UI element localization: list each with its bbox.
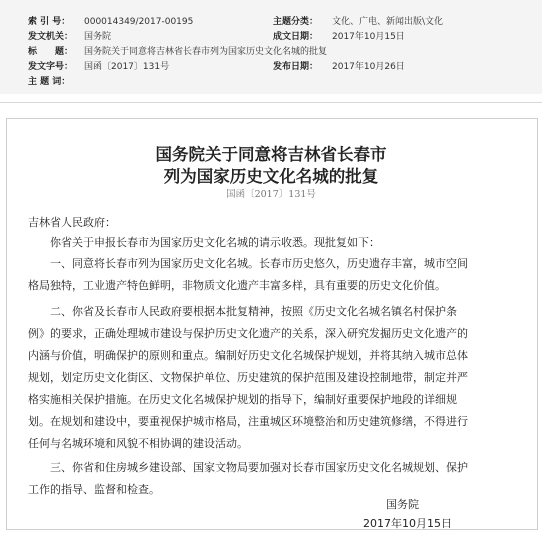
section-divider <box>0 102 542 103</box>
issuer-value: 国务院 <box>84 32 112 42</box>
created-date-value: 2017年10月15日 <box>332 32 405 42</box>
body-line-2: 一、同意将长春市列为国家历史文化名城。长春市历史悠久，历史遗存丰富，城市空间 <box>50 257 468 270</box>
body-line-12: 工作的指导、监督和检查。 <box>28 483 160 496</box>
index-label: 索 引 号： <box>28 17 71 27</box>
topic-label: 主题分类： <box>273 17 319 27</box>
doc-number: 国函〔2017〕131号 <box>226 189 316 200</box>
metadata-row-keywords <box>0 75 542 89</box>
docno-label: 发文字号： <box>28 62 74 72</box>
body-line-7: 规划，划定历史文化街区、文物保护单位、历史建筑的保护范围及建设控制地带，制定并严 <box>28 371 468 384</box>
body-line-3: 格局独特，工业遗产特色鲜明，非物质文化遗产丰富多样，具有重要的历史文化价值。 <box>28 279 446 292</box>
metadata-row-issuer <box>0 30 542 44</box>
created-date-label: 成文日期： <box>273 32 319 42</box>
topic-value: 文化、广电、新闻出版\文化 <box>332 17 444 27</box>
body-line-11: 三、你省和住房城乡建设部、国家文物局要加强对长春市国家历史文化名城规划、保护 <box>50 461 468 474</box>
sign-date: 2017年10月15日 <box>363 517 452 530</box>
signature: 国务院 <box>386 498 419 511</box>
salutation: 吉林省人民政府： <box>28 216 116 229</box>
body-line-9: 划。在规划和建设中，要重视保护城市格局，注重城区环境整治和历史建筑修缮，不得进行 <box>28 415 468 428</box>
title-value: 国务院关于同意将吉林省长春市列为国家历史文化名城的批复 <box>84 47 328 57</box>
index-value: 000014349/2017-00195 <box>84 17 194 27</box>
published-date-value: 2017年10月26日 <box>332 62 405 72</box>
title-label: 标 题： <box>28 47 74 57</box>
metadata-row-docno <box>0 60 542 74</box>
metadata-row-title <box>0 45 542 59</box>
issuer-label: 发文机关： <box>28 32 74 42</box>
doc-title-line-1: 国务院关于同意将吉林省长春市 <box>155 145 387 164</box>
body-line-5: 例》的要求，正确处理城市建设与保护历史文化遗产的关系，深入研究发掘历史文化遗产的 <box>28 327 468 340</box>
body-line-4: 二、你省及长春市人民政府要根据本批复精神，按照《历史文化名城名镇名村保护条 <box>50 305 457 318</box>
published-date-label: 发布日期： <box>273 62 319 72</box>
docno-value: 国函〔2017〕131号 <box>84 62 170 72</box>
document-metadata-panel <box>0 0 542 94</box>
body-line-1: 你省关于申报长春市为国家历史文化名城的请示收悉。现批复如下： <box>50 236 380 249</box>
body-line-10: 任何与名城环境和风貌不相协调的建设活动。 <box>28 437 248 450</box>
metadata-row-index <box>0 15 542 29</box>
doc-title-line-2: 列为国家历史文化名城的批复 <box>163 167 379 186</box>
body-line-8: 格实施相关保护措施。在历史文化名城保护规划的指导下，编制好重要保护地段的详细规 <box>28 393 457 406</box>
keywords-label: 主 题 词： <box>28 77 71 87</box>
body-line-6: 内涵与价值，明确保护的原则和重点。编制好历史文化名城保护规划，并将其纳入城市总体 <box>28 349 468 362</box>
